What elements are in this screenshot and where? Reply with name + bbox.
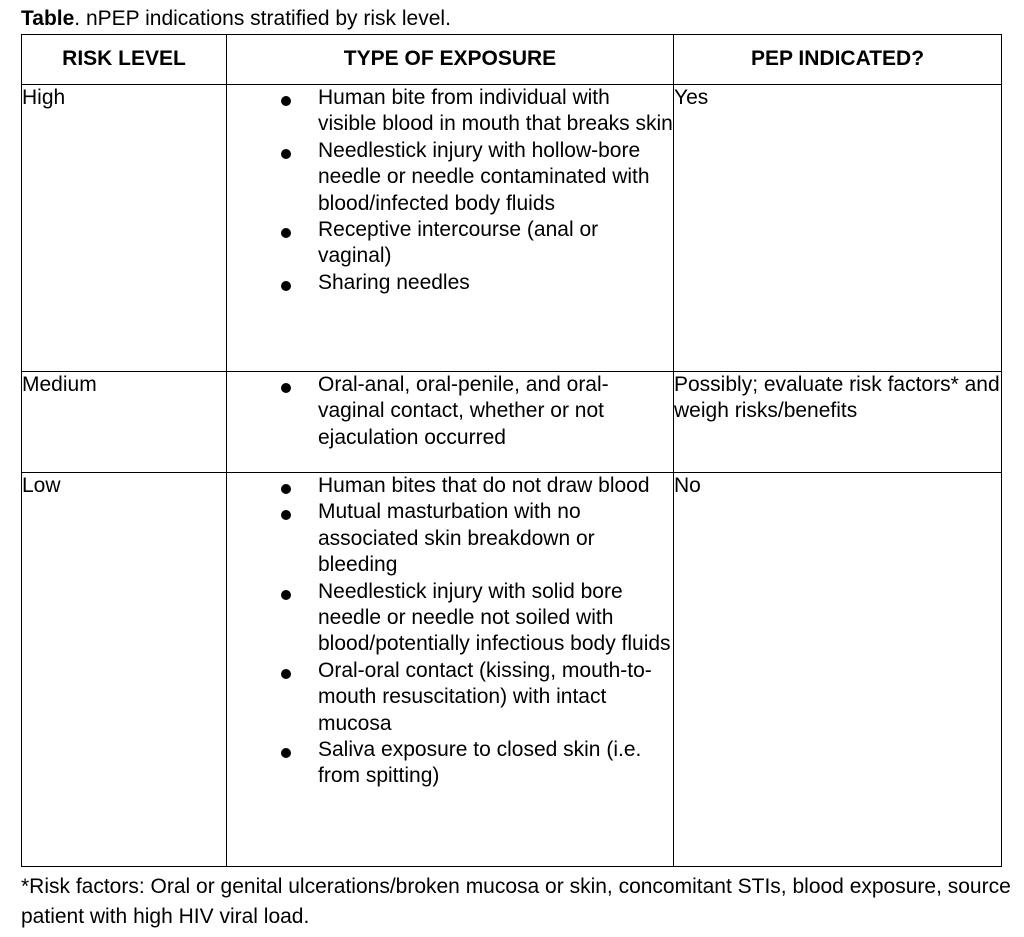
table-row-medium bbox=[22, 372, 1002, 473]
risk-level-cell: Low bbox=[22, 473, 227, 867]
bullet-icon bbox=[281, 96, 291, 106]
exposure-item bbox=[227, 473, 673, 499]
exposure-text: Needlestick injury with solid bore needle or needle not soiled with blood/potentially infectious body fluids bbox=[318, 579, 671, 656]
pep-indicated-cell: No bbox=[674, 473, 1002, 867]
exposure-item bbox=[227, 85, 673, 138]
exposure-text: Mutual masturbation with no associated skin breakdown or bleeding bbox=[318, 500, 595, 577]
exposure-item bbox=[227, 658, 673, 737]
risk-level-cell: High bbox=[22, 85, 227, 372]
exposure-text: Saliva exposure to closed skin (i.e. from spitting) bbox=[318, 738, 642, 788]
exposure-item bbox=[227, 372, 673, 451]
exposure-item bbox=[227, 579, 673, 658]
bullet-icon bbox=[281, 383, 291, 393]
table-header-row bbox=[22, 35, 1002, 85]
exposure-list bbox=[227, 85, 673, 296]
bullet-icon bbox=[281, 228, 291, 238]
exposure-cell bbox=[227, 85, 674, 372]
exposure-item bbox=[227, 270, 673, 296]
header-pep-indicated: PEP INDICATED? bbox=[674, 35, 1002, 85]
table-row-high bbox=[22, 85, 1002, 372]
risk-level-cell: Medium bbox=[22, 372, 227, 473]
header-type-of-exposure: TYPE OF EXPOSURE bbox=[227, 35, 674, 85]
exposure-cell bbox=[227, 473, 674, 867]
caption-text: . nPEP indications stratified by risk level. bbox=[74, 7, 451, 30]
bullet-icon bbox=[281, 149, 291, 159]
exposure-text: Needlestick injury with hollow-bore needle or needle contaminated with blood/infected body fluids bbox=[318, 138, 650, 215]
header-risk-level: RISK LEVEL bbox=[22, 35, 227, 85]
exposure-text: Sharing needles bbox=[318, 270, 470, 294]
bullet-icon bbox=[281, 590, 291, 600]
table-row-low bbox=[22, 473, 1002, 867]
pep-indicated-cell: Possibly; evaluate risk factors* and weigh risks/benefits bbox=[674, 372, 1002, 473]
exposure-text: Human bite from individual with visible blood in mouth that breaks skin bbox=[318, 86, 673, 136]
bullet-icon bbox=[281, 281, 291, 291]
npep-indications-table bbox=[21, 34, 1002, 867]
exposure-list bbox=[227, 372, 673, 451]
exposure-cell bbox=[227, 372, 674, 473]
pep-indicated-cell: Yes bbox=[674, 85, 1002, 372]
exposure-text: Receptive intercourse (anal or vaginal) bbox=[318, 218, 599, 268]
exposure-item bbox=[227, 217, 673, 270]
exposure-text: Oral-anal, oral-penile, and oral-vaginal contact, whether or not ejaculation occurred bbox=[318, 373, 609, 449]
exposure-text: Oral-oral contact (kissing, mouth-to-mouth resuscitation) with intact mucosa bbox=[318, 658, 652, 735]
exposure-item bbox=[227, 499, 673, 578]
bullet-icon bbox=[281, 669, 291, 679]
exposure-list bbox=[227, 473, 673, 790]
risk-factors-footnote: *Risk factors: Oral or genital ulcerations/broken mucosa or skin, concomitant STIs, blood exposure, source patient with high HIV viral load. bbox=[21, 875, 1011, 928]
bullet-icon bbox=[281, 748, 291, 758]
exposure-text: Human bites that do not draw blood bbox=[318, 474, 650, 497]
table-caption bbox=[21, 6, 451, 32]
exposure-item bbox=[227, 138, 673, 217]
caption-label: Table bbox=[21, 7, 75, 30]
bullet-icon bbox=[281, 484, 291, 494]
bullet-icon bbox=[281, 510, 291, 520]
exposure-item bbox=[227, 737, 673, 790]
